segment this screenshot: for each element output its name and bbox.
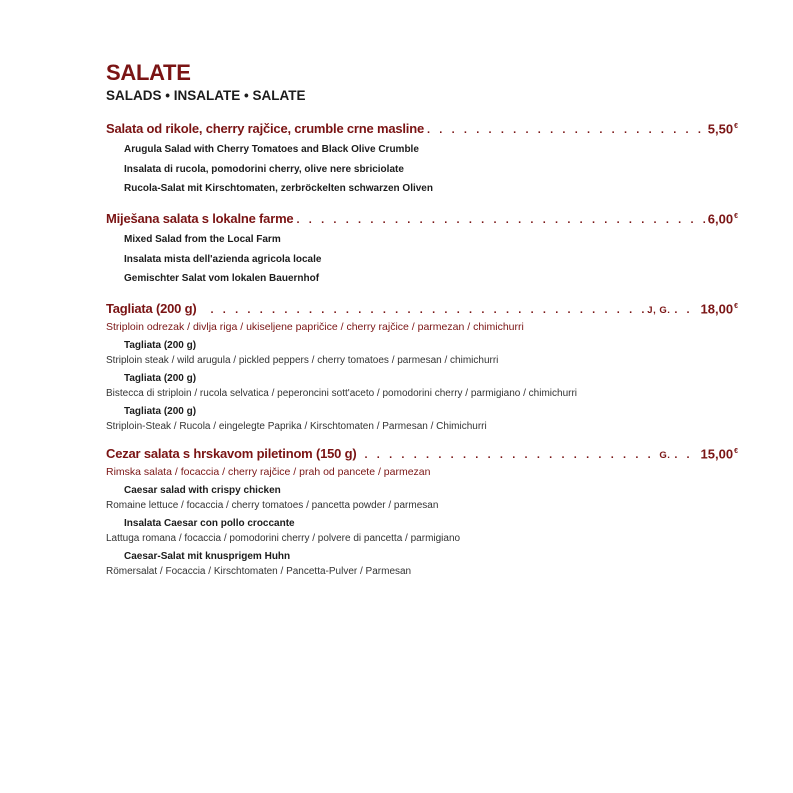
- dish-name: Tagliata (200 g): [106, 300, 197, 316]
- dot-leader: [210, 301, 645, 320]
- translation-en: Arugula Salad with Cherry Tomatoes and Black Olive Crumble: [124, 144, 419, 156]
- currency-symbol: €: [734, 123, 738, 130]
- translations: [106, 140, 738, 199]
- translation-description: Bistecca di striploin / rucola selvatica / peperoncini sott'aceto / pomodorini cherry / parmigiano / chimichurri: [106, 387, 578, 399]
- menu-item: [106, 207, 738, 289]
- menu-item-header: [106, 297, 738, 320]
- translation-en: [106, 483, 738, 513]
- allergen-codes: G.: [659, 450, 671, 462]
- translation-de: Gemischter Salat vom lokalen Bauernhof: [124, 273, 320, 285]
- menu-page: [106, 60, 738, 587]
- menu-items: [106, 117, 738, 579]
- price-value: 18,00: [700, 300, 734, 316]
- translation-de: Rucola-Salat mit Kirschtomaten, zerbröckelten schwarzen Oliven: [124, 183, 433, 195]
- price-value: 15,00: [700, 446, 734, 462]
- translation-it: Insalata mista dell'azienda agricola locale: [124, 253, 322, 265]
- translation-de: [106, 549, 738, 579]
- translations: [106, 338, 738, 434]
- currency-symbol: €: [734, 447, 738, 455]
- translation-title: Caesar salad with crispy chicken: [124, 485, 281, 497]
- translation-it: [106, 516, 738, 546]
- dish-price: [708, 117, 738, 138]
- translation-description: Römersalat / Focaccia / Kirschtomaten / Pancetta-Pulver / Parmesan: [106, 566, 412, 578]
- menu-item-header: [106, 207, 738, 230]
- menu-item: [106, 117, 738, 199]
- dish-name: Salata od rikole, cherry rajčice, crumble crne masline: [106, 121, 424, 137]
- translation-description: Lattuga romana / focaccia / pomodorini cherry / polvere di pancetta / parmigiano: [106, 533, 461, 545]
- dot-leader: [296, 211, 705, 230]
- translation-it: [106, 371, 738, 401]
- translation-description: Romaine lettuce / focaccia / cherry tomatoes / pancetta powder / parmesan: [106, 500, 439, 512]
- translation-description: Striploin steak / wild arugula / pickled peppers / cherry tomatoes / parmesan / chimichurri: [106, 354, 499, 366]
- dot-leader: [427, 121, 706, 140]
- currency-symbol: €: [734, 302, 738, 310]
- translation-description: Striploin-Steak / Rucola / eingelegte Paprika / Kirschtomaten / Parmesan / Chimichurri: [106, 420, 487, 432]
- dish-name: Cezar salata s hrskavom piletinom (150 g): [106, 446, 357, 462]
- menu-item: [106, 442, 738, 579]
- allergen-dot-leader: . .: [674, 303, 693, 316]
- dot-leader: [364, 446, 657, 465]
- dish-price: [701, 297, 738, 318]
- menu-item-header: [106, 442, 738, 465]
- allergen-codes: J, G.: [647, 304, 671, 316]
- menu-item: [106, 297, 738, 434]
- menu-item-header: [106, 117, 738, 140]
- price-value: 6,00: [707, 211, 734, 227]
- translations: [106, 483, 738, 579]
- dish-description: Striploin odrezak / divlja riga / ukiseljene papričice / cherry rajčice / parmezan / chimichurri: [106, 320, 524, 333]
- translation-title: Insalata Caesar con pollo croccante: [124, 518, 295, 530]
- dish-price: [701, 442, 738, 463]
- dish-name: Miješana salata s lokalne farme: [106, 211, 294, 227]
- currency-symbol: €: [734, 212, 738, 220]
- price-value: 5,50: [707, 121, 734, 137]
- dish-description: Rimska salata / focaccia / cherry rajčice / prah od pancete / parmezan: [106, 466, 431, 479]
- translation-title: Caesar-Salat mit knusprigem Huhn: [124, 551, 291, 563]
- dish-price: [708, 207, 738, 228]
- translation-title: Tagliata (200 g): [124, 372, 197, 384]
- allergen-dot-leader: . .: [674, 449, 693, 462]
- translation-en: [106, 338, 738, 368]
- translations: [106, 230, 738, 289]
- translation-de: [106, 404, 738, 434]
- translation-en: Mixed Salad from the Local Farm: [124, 234, 281, 246]
- translation-title: Tagliata (200 g): [124, 405, 197, 417]
- translation-it: Insalata di rucola, pomodorini cherry, olive nere sbriciolate: [124, 163, 404, 175]
- section-title: SALATE: [106, 60, 191, 85]
- translation-title: Tagliata (200 g): [124, 339, 197, 351]
- section-subtitle: SALADS • INSALATE • SALATE: [106, 88, 306, 103]
